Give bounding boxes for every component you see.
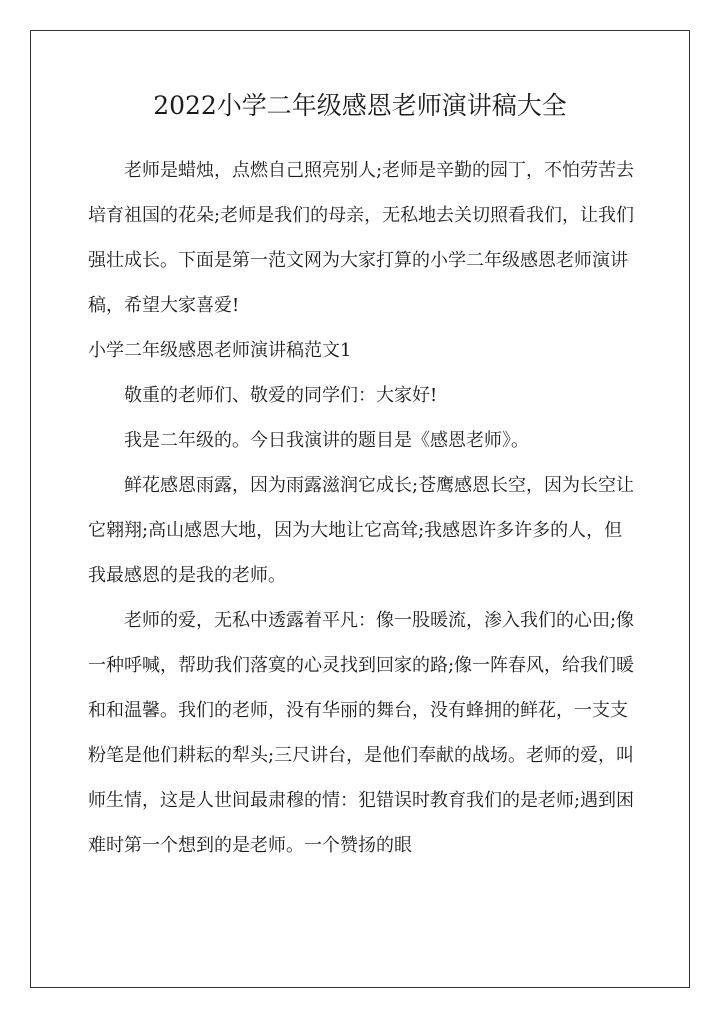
section-heading: 小学二年级感恩老师演讲稿范文1 [88,340,352,361]
paragraph-intro: 老师是蜡烛，点燃自己照亮别人;老师是辛勤的园丁，不怕劳苦去培育祖国的花朵;老师是我们的母亲，无私地去关切照看我们，让我们强壮成长。下面是第一范文网为大家打算的小学二年级感恩老师演讲稿，希望大家喜爱! [88,160,635,316]
document-title: 2022小学二年级感恩老师演讲稿大全 [153,91,567,120]
paragraph-topic: 我是二年级的。今日我演讲的题目是《感恩老师》。 [124,430,529,451]
document-body [88,148,636,868]
paragraph-teacher-love: 老师的爱，无私中透露着平凡：像一股暖流，渗入我们的心田;像一种呼喊，帮助我们落寞的心灵找到回家的路;像一阵春风，给我们暖和和温馨。我们的老师，没有华丽的舞台，没有蜂拥的鲜花，一支支粉笔是他们耕耘的犁头;三尺讲台，是他们奉献的战场。老师的爱，叫师生情，这是人世间最肃穆的情：犯错误时教育我们的是老师;遇到困难时第一个想到的是老师。一个赞扬的眼 [88,610,635,856]
paragraph-greeting: 敬重的老师们、敬爱的同学们：大家好! [124,385,438,406]
paragraph-gratitude: 鲜花感恩雨露，因为雨露滋润它成长;苍鹰感恩长空，因为长空让它翱翔;高山感恩大地，因为大地让它高耸;我感恩许多许多的人，但我最感恩的是我的老师。 [88,475,635,586]
